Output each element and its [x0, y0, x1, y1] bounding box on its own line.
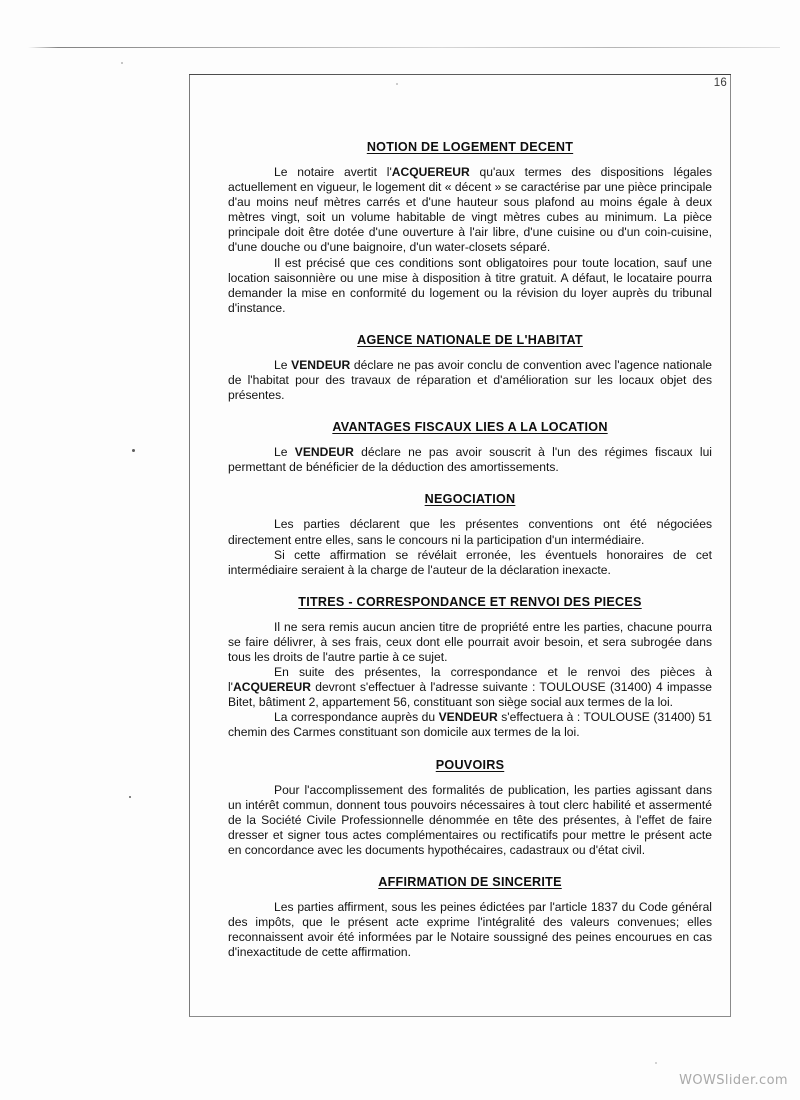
paragraph: Le VENDEUR déclare ne pas avoir souscrit à l'un des régimes fiscaux lui permettant de bénéficier de la déduction des amortissements.	[228, 445, 712, 475]
scan-speck	[655, 1062, 657, 1064]
paragraph: Il est précisé que ces conditions sont obligatoires pour toute location, sauf une location saisonnière ou une mise à disposition à titre gratuit. A défaut, le locataire pourra demander la mise en conformité du logement ou la révision du loyer auprès du tribunal d'instance.	[228, 255, 712, 315]
section-paragraphs	[228, 900, 712, 960]
section-titres-correspondance-et-renvoi-des-pieces	[228, 595, 712, 741]
section-agence-nationale-de-l-habitat	[228, 333, 712, 403]
section-heading: POUVOIRS	[435, 757, 505, 772]
page-border-top-edge	[189, 74, 731, 75]
section-negociation	[228, 492, 712, 577]
scan-speck	[129, 796, 131, 798]
paragraph: Les parties affirment, sous les peines édictées par l'article 1837 du Code général des impôts, que le présent acte exprime l'intégralité des valeurs convenues; elles reconnaissent avoir été informées par le Notaire soussigné des peines encourues en cas d'inexactitude de cette affirmation.	[228, 900, 712, 960]
section-paragraphs	[228, 445, 712, 475]
watermark: WOWSlider.com	[679, 1073, 788, 1088]
section-heading: TITRES - CORRESPONDANCE ET RENVOI DES PIECES	[298, 594, 642, 609]
scan-speck	[132, 449, 135, 452]
paragraph: Le notaire avertit l'ACQUEREUR qu'aux termes des dispositions légales actuellement en vigueur, le logement dit « décent » se caractérise par une pièce principale d'au moins neuf mètres carrés et d'une hauteur sous plafond au moins égale à deux mètres vingt, soit un volume habitable de vingt mètres cubes au minimum. La pièce principale doit être dotée d'une ouverture à l'air libre, d'une cuisine ou d'un coin-cuisine, d'une douche ou d'une baignoire, d'un water-closets séparé.	[228, 165, 712, 255]
paragraph: Les parties déclarent que les présentes conventions ont été négociées directement entre elles, sans le concours ni la participation d'un intermédiaire.	[228, 517, 712, 547]
section-paragraphs	[228, 358, 712, 403]
section-heading: NOTION DE LOGEMENT DECENT	[366, 140, 574, 154]
section-paragraphs	[228, 517, 712, 577]
section-heading: AGENCE NATIONALE DE L'HABITAT	[357, 332, 583, 347]
section-avantages-fiscaux-lies-a-la-location	[228, 420, 712, 475]
section-notion-de-logement-decent	[228, 140, 712, 316]
section-heading: NEGOCIATION	[424, 492, 516, 507]
paragraph: Il ne sera remis aucun ancien titre de propriété entre les parties, chacune pourra se faire délivrer, à ses frais, ceux dont elle pourrait avoir besoin, et sera subrogée dans tous les droits de l'autre partie à ce sujet.	[228, 619, 712, 664]
scan-artifact-line	[28, 47, 780, 48]
paragraph: Si cette affirmation se révélait erronée, les éventuels honoraires de cet intermédiaire seraient à la charge de l'auteur de la déclaration inexacte.	[228, 547, 712, 577]
paragraph: La correspondance auprès du VENDEUR s'effectuera à : TOULOUSE (31400) 51 chemin des Carmes constituant son domicile aux termes de la loi.	[228, 710, 712, 740]
document-body	[228, 140, 712, 960]
section-pouvoirs	[228, 758, 712, 858]
section-heading: AVANTAGES FISCAUX LIES A LA LOCATION	[332, 420, 608, 435]
paragraph: Le VENDEUR déclare ne pas avoir conclu de convention avec l'agence nationale de l'habitat pour des travaux de réparation et d'amélioration sur les locaux objet des présentes.	[228, 357, 712, 403]
section-paragraphs	[228, 783, 712, 858]
paragraph: En suite des présentes, la correspondance et le renvoi des pièces à l'ACQUEREUR devront s'effectuer à l'adresse suivante : TOULOUSE (31400) 4 impasse Bitet, bâtiment 2, appartement 56, constituant son siège social aux termes de la loi.	[228, 665, 712, 710]
section-affirmation-de-sincerite	[228, 875, 712, 960]
section-paragraphs	[228, 620, 712, 741]
page-number: 16	[713, 77, 727, 89]
paragraph: Pour l'accomplissement des formalités de publication, les parties agissant dans un intérêt commun, donnent tous pouvoirs nécessaires à tout clerc habilité et assermenté de la Société Civile Professionnelle dénommée en tête des présentes, à l'effet de faire dresser et signer tous actes complémentaires ou rectificatifs pour mettre le présent acte en concordance avec les documents hypothécaires, cadastraux ou d'état civil.	[228, 782, 712, 857]
section-heading: AFFIRMATION DE SINCERITE	[378, 875, 562, 889]
scan-speck	[121, 62, 123, 64]
section-paragraphs	[228, 165, 712, 316]
